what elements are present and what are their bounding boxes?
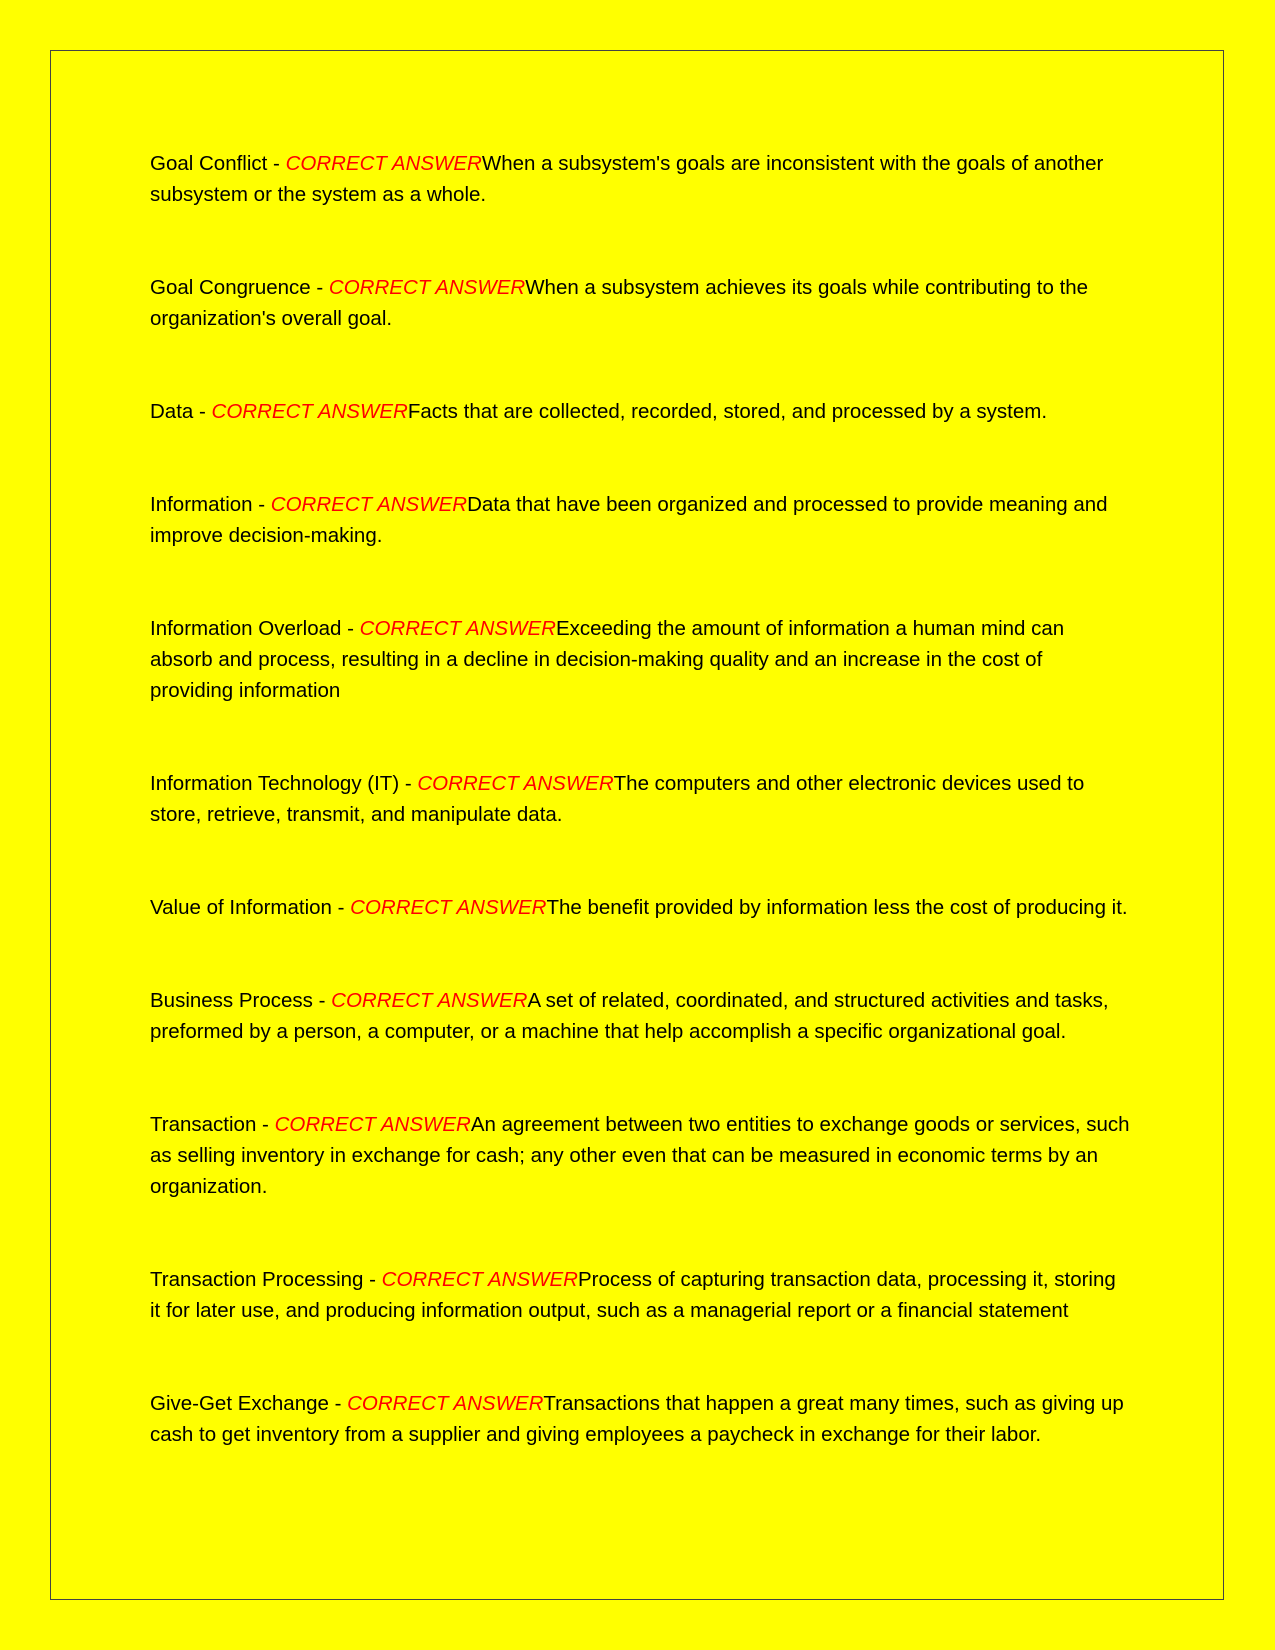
entry-definition: When a subsystem's goals are inconsistent with the goals of another subsystem or the system as a whole. [150, 152, 1104, 206]
entry-separator: - [399, 772, 418, 795]
correct-answer-label: CORRECT ANSWER [347, 1392, 544, 1415]
entry-definition: The computers and other electronic devices used to store, retrieve, transmit, and manipulate data. [150, 772, 1085, 826]
entry-separator: - [312, 989, 332, 1012]
correct-answer-label: CORRECT ANSWER [328, 276, 526, 299]
entry-definition: Transactions that happen a great many times, such as giving up cash to get inventory from a supplier and giving employees a paycheck in exchange for their labor. [150, 1392, 1124, 1446]
entry-definition: Facts that are collected, recorded, stored, and processed by a system. [407, 400, 1048, 423]
entry-term: Information Technology (IT) [150, 772, 400, 795]
entry-definition: An agreement between two entities to exchange goods or services, such as selling inventory in exchange for cash; any other even that can be measured in economic terms by an organization. [150, 1113, 1130, 1198]
glossary-entry [150, 1109, 1130, 1202]
glossary-entry [150, 396, 1130, 427]
entry-separator: - [328, 1392, 348, 1415]
entry-separator: - [310, 276, 329, 299]
glossary-entry [150, 1264, 1130, 1326]
entry-definition: Process of capturing transaction data, processing it, storing it for later use, and producing information output, such as a managerial report or a financial statement [150, 1268, 1116, 1322]
glossary-entry [150, 1388, 1130, 1450]
entry-term: Give-Get Exchange [150, 1392, 329, 1415]
entry-separator: - [252, 493, 271, 516]
entry-term: Information Overload [150, 617, 342, 640]
correct-answer-label: CORRECT ANSWER [417, 772, 614, 795]
glossary-entry [150, 148, 1130, 210]
entry-separator: - [341, 617, 360, 640]
glossary-entry [150, 272, 1130, 334]
correct-answer-label: CORRECT ANSWER [350, 896, 547, 919]
entry-separator: - [331, 896, 351, 919]
glossary-entry [150, 489, 1130, 551]
correct-answer-label: CORRECT ANSWER [270, 493, 468, 516]
correct-answer-label: CORRECT ANSWER [381, 1268, 578, 1291]
entry-separator: - [363, 1268, 382, 1291]
entry-term: Transaction [150, 1113, 257, 1136]
entry-term: Goal Conflict [150, 152, 268, 175]
entry-definition: Data that have been organized and processed to provide meaning and improve decision-making. [150, 493, 1108, 547]
entry-separator: - [193, 400, 212, 423]
entry-term: Information [150, 493, 253, 516]
glossary-entry [150, 985, 1130, 1047]
glossary-entry [150, 768, 1130, 830]
entry-term: Value of Information [150, 896, 332, 919]
correct-answer-label: CORRECT ANSWER [359, 617, 556, 640]
entry-definition: When a subsystem achieves its goals while contributing to the organization's overall goal. [150, 276, 1089, 330]
entry-term: Business Process [150, 989, 313, 1012]
entry-term: Transaction Processing [150, 1268, 364, 1291]
entry-definition: Exceeding the amount of information a human mind can absorb and process, resulting in a decline in decision-making quality and an increase in the cost of providing information [150, 617, 1065, 702]
entry-definition: A set of related, coordinated, and structured activities and tasks, preformed by a person, a computer, or a machine that help accomplish a specific organizational goal. [150, 989, 1109, 1043]
entry-separator: - [267, 152, 286, 175]
entry-definition: The benefit provided by information less the cost of producing it. [546, 896, 1128, 919]
correct-answer-label: CORRECT ANSWER [274, 1113, 471, 1136]
entry-term: Goal Congruence [150, 276, 311, 299]
correct-answer-label: CORRECT ANSWER [285, 152, 482, 175]
entry-separator: - [256, 1113, 275, 1136]
glossary-entry [150, 892, 1130, 923]
glossary-entry [150, 613, 1130, 706]
correct-answer-label: CORRECT ANSWER [331, 989, 528, 1012]
glossary-entries [150, 148, 1130, 1512]
entry-term: Data [150, 400, 194, 423]
correct-answer-label: CORRECT ANSWER [211, 400, 408, 423]
